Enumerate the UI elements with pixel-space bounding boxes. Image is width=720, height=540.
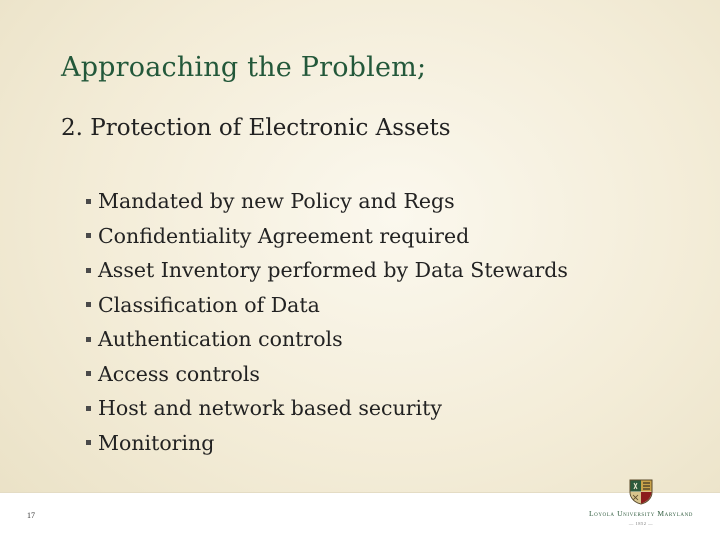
bullet-square-icon xyxy=(86,233,91,238)
bullet-text: Asset Inventory performed by Data Stewards xyxy=(98,258,568,283)
bullet-text: Host and network based security xyxy=(98,396,442,421)
bullet-text: Classification of Data xyxy=(98,292,320,317)
bullet-square-icon xyxy=(86,199,91,204)
bullet-item xyxy=(86,184,568,219)
bullet-square-icon xyxy=(86,268,91,273)
university-tagline: — 1852 — xyxy=(628,521,654,526)
bullet-square-icon xyxy=(86,302,91,307)
bullet-text: Access controls xyxy=(98,361,260,386)
bullet-text: Mandated by new Policy and Regs xyxy=(98,189,455,214)
bullet-item xyxy=(86,253,568,288)
slide-title: Approaching the Problem; xyxy=(61,52,427,83)
bullet-item xyxy=(86,288,568,323)
bullet-list xyxy=(86,184,568,460)
bullet-item xyxy=(86,391,568,426)
bullet-item xyxy=(86,426,568,461)
bullet-item xyxy=(86,219,568,254)
bullet-item xyxy=(86,357,568,392)
bullet-square-icon xyxy=(86,440,91,445)
bullet-square-icon xyxy=(86,406,91,411)
university-logo xyxy=(574,479,708,535)
bullet-text: Authentication controls xyxy=(98,327,343,352)
crest-icon xyxy=(629,479,653,505)
bullet-square-icon xyxy=(86,337,91,342)
page-number: 17 xyxy=(27,511,35,520)
university-name: Loyola University Maryland xyxy=(588,509,694,518)
bullet-text: Confidentiality Agreement required xyxy=(98,223,470,248)
bullet-square-icon xyxy=(86,371,91,376)
slide-subtitle: 2. Protection of Electronic Assets xyxy=(61,115,451,141)
bullet-item xyxy=(86,322,568,357)
bullet-text: Monitoring xyxy=(98,430,215,455)
